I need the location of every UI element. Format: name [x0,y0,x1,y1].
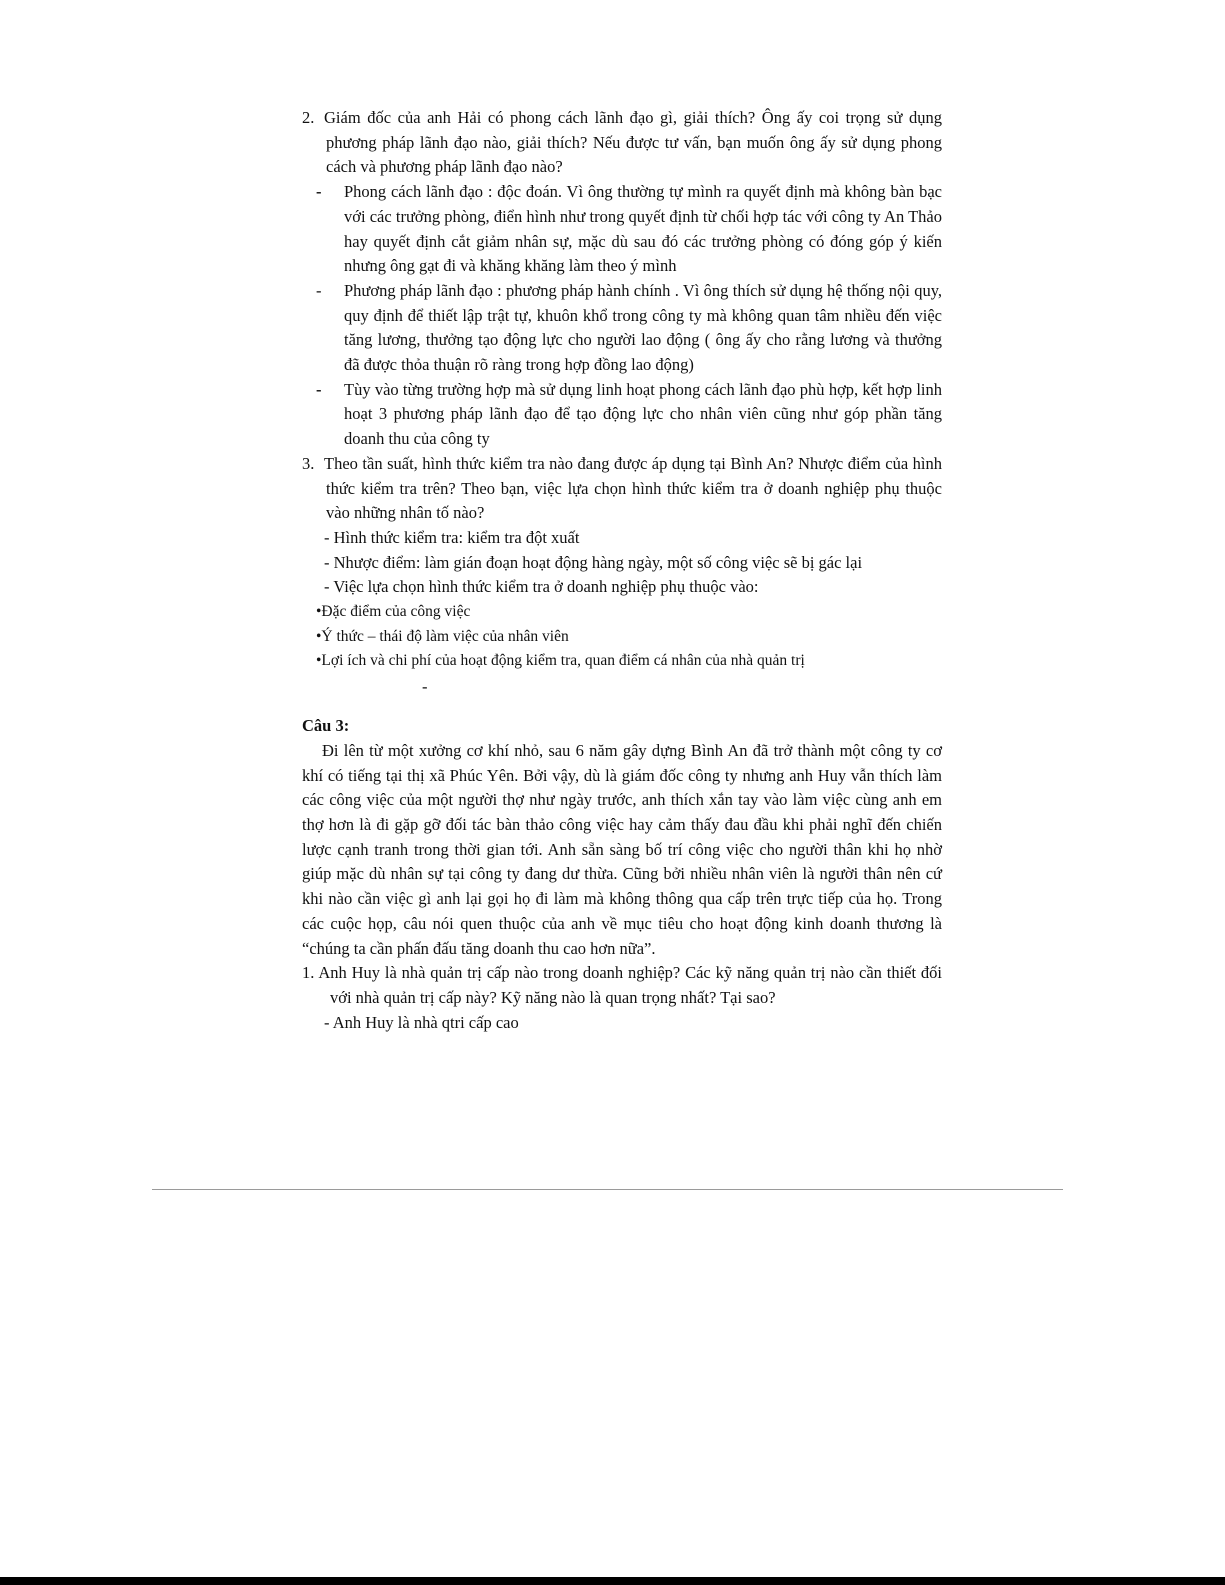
section-heading-cau-3: Câu 3: [302,716,350,736]
question-2-number: 2. [302,108,315,127]
bullet-item: •Đặc điểm của công việc [316,603,471,621]
answer-text: Phong cách lãnh đạo : độc đoán. Vì ông thường tự mình ra quyết định mà không bàn bạc với các trưởng phòng, điển hình như trong quyết định từ chối hợp tác với công ty An Thảo hay quyết định cắt giảm nhân sự, mặc dù sau đó các trưởng phòng có đóng góp ý kiến nhưng ông gạt đi và khăng khăng làm theo ý mình [344,182,942,276]
case-paragraph: Đi lên từ một xưởng cơ khí nhỏ, sau 6 năm gây dựng Bình An đã trở thành một công ty cơ khí có tiếng tại thị xã Phúc Yên. Bởi vậy, dù là giám đốc công ty nhưng anh Huy vẫn thích làm các công việc của một người thợ như ngày trước, anh thích xắn tay vào làm việc cùng anh em thợ hơn là đi gặp gỡ đối tác bàn thảo công việc hay cảm thấy đau đầu khi phải nghĩ đến chiến lược cạnh tranh trong thời gian tới. Anh sẵn sàng bố trí công việc cho người thân khi họ nhờ giúp mặc dù nhân sự tại công ty đang dư thừa. Cũng bởi nhiều nhân viên là người thân nên cứ khi nào cần việc gì anh lại gọi họ đi làm mà không thông qua cấp trên trực tiếp của họ. Trong các cuộc họp, câu nói quen thuộc của anh về mục tiêu cho hoạt động kinh doanh thương là “chúng ta cần phấn đấu tăng doanh thu cao hơn nữa”. [302,740,942,958]
dash-marker: - [316,280,322,300]
question-3-number: 3. [302,453,315,473]
question-2 [302,106,942,180]
answer-leadership-method [302,279,942,378]
answer-recommendation [302,378,942,452]
answer-text: Phương pháp lãnh đạo : phương pháp hành chính . Vì ông thích sử dụng hệ thống nội quy, quy định để thiết lập trật tự, khuôn khổ trong công ty mà không quan tâm nhiều đến việc tăng lương, thưởng tạo động lực cho người lao động ( ông ấy cho rằng lương và thưởng đã được thỏa thuận rõ ràng trong hợp đồng lao động) [344,280,942,375]
question-2-text: Giám đốc của anh Hải có phong cách lãnh đạo gì, giải thích? Ông ấy coi trọng sử dụng phương pháp lãnh đạo nào, giải thích? Nếu được tư vấn, bạn muốn ông ấy sử dụng phong cách và phương pháp lãnh đạo nào? [324,108,942,177]
answer-inspection-form: - Hình thức kiểm tra: kiểm tra đột xuất [324,527,580,547]
answer-disadvantage: - Nhược điểm: làm gián đoạn hoạt động hàng ngày, một số công việc sẽ bị gác lại [324,552,863,572]
bullet-item: •Ý thức – thái độ làm việc của nhân viên [316,627,569,645]
bullet-item: •Lợi ích và chi phí của hoạt động kiểm tra, quan điểm cá nhân của nhà quản trị [316,652,805,670]
document-page [302,106,942,1035]
answer-manager-level: - Anh Huy là nhà qtri cấp cao [324,1012,519,1032]
dash-marker: - [316,379,322,399]
answer-leadership-style [302,180,942,279]
answer-factors: - Việc lựa chọn hình thức kiểm tra ở doanh nghiệp phụ thuộc vào: [324,577,759,597]
bottom-edge [0,1577,1225,1585]
question-3 [302,452,942,526]
question-1 [302,961,942,1010]
page-separator [152,1189,1063,1190]
answer-text: Tùy vào từng trường hợp mà sử dụng linh hoạt phong cách lãnh đạo phù hợp, kết hợp linh hoạt 3 phương pháp lãnh đạo để tạo động lực cho nhân viên cũng như góp phần tăng doanh thu của công ty [344,379,942,449]
question-3-text: Theo tần suất, hình thức kiểm tra nào đang được áp dụng tại Bình An? Nhược điểm của hình thức kiểm tra trên? Theo bạn, việc lựa chọn hình thức kiểm tra ở doanh nghiệp phụ thuộc vào những nhân tố nào? [324,453,942,523]
stray-dash: - [422,677,428,697]
dash-marker: - [316,182,322,202]
question-1-number: 1. [302,963,315,983]
question-1-text: Anh Huy là nhà quản trị cấp nào trong doanh nghiệp? Các kỹ năng quản trị nào cần thiết đối với nhà quản trị cấp này? Kỹ năng nào là quan trọng nhất? Tại sao? [318,963,943,1007]
